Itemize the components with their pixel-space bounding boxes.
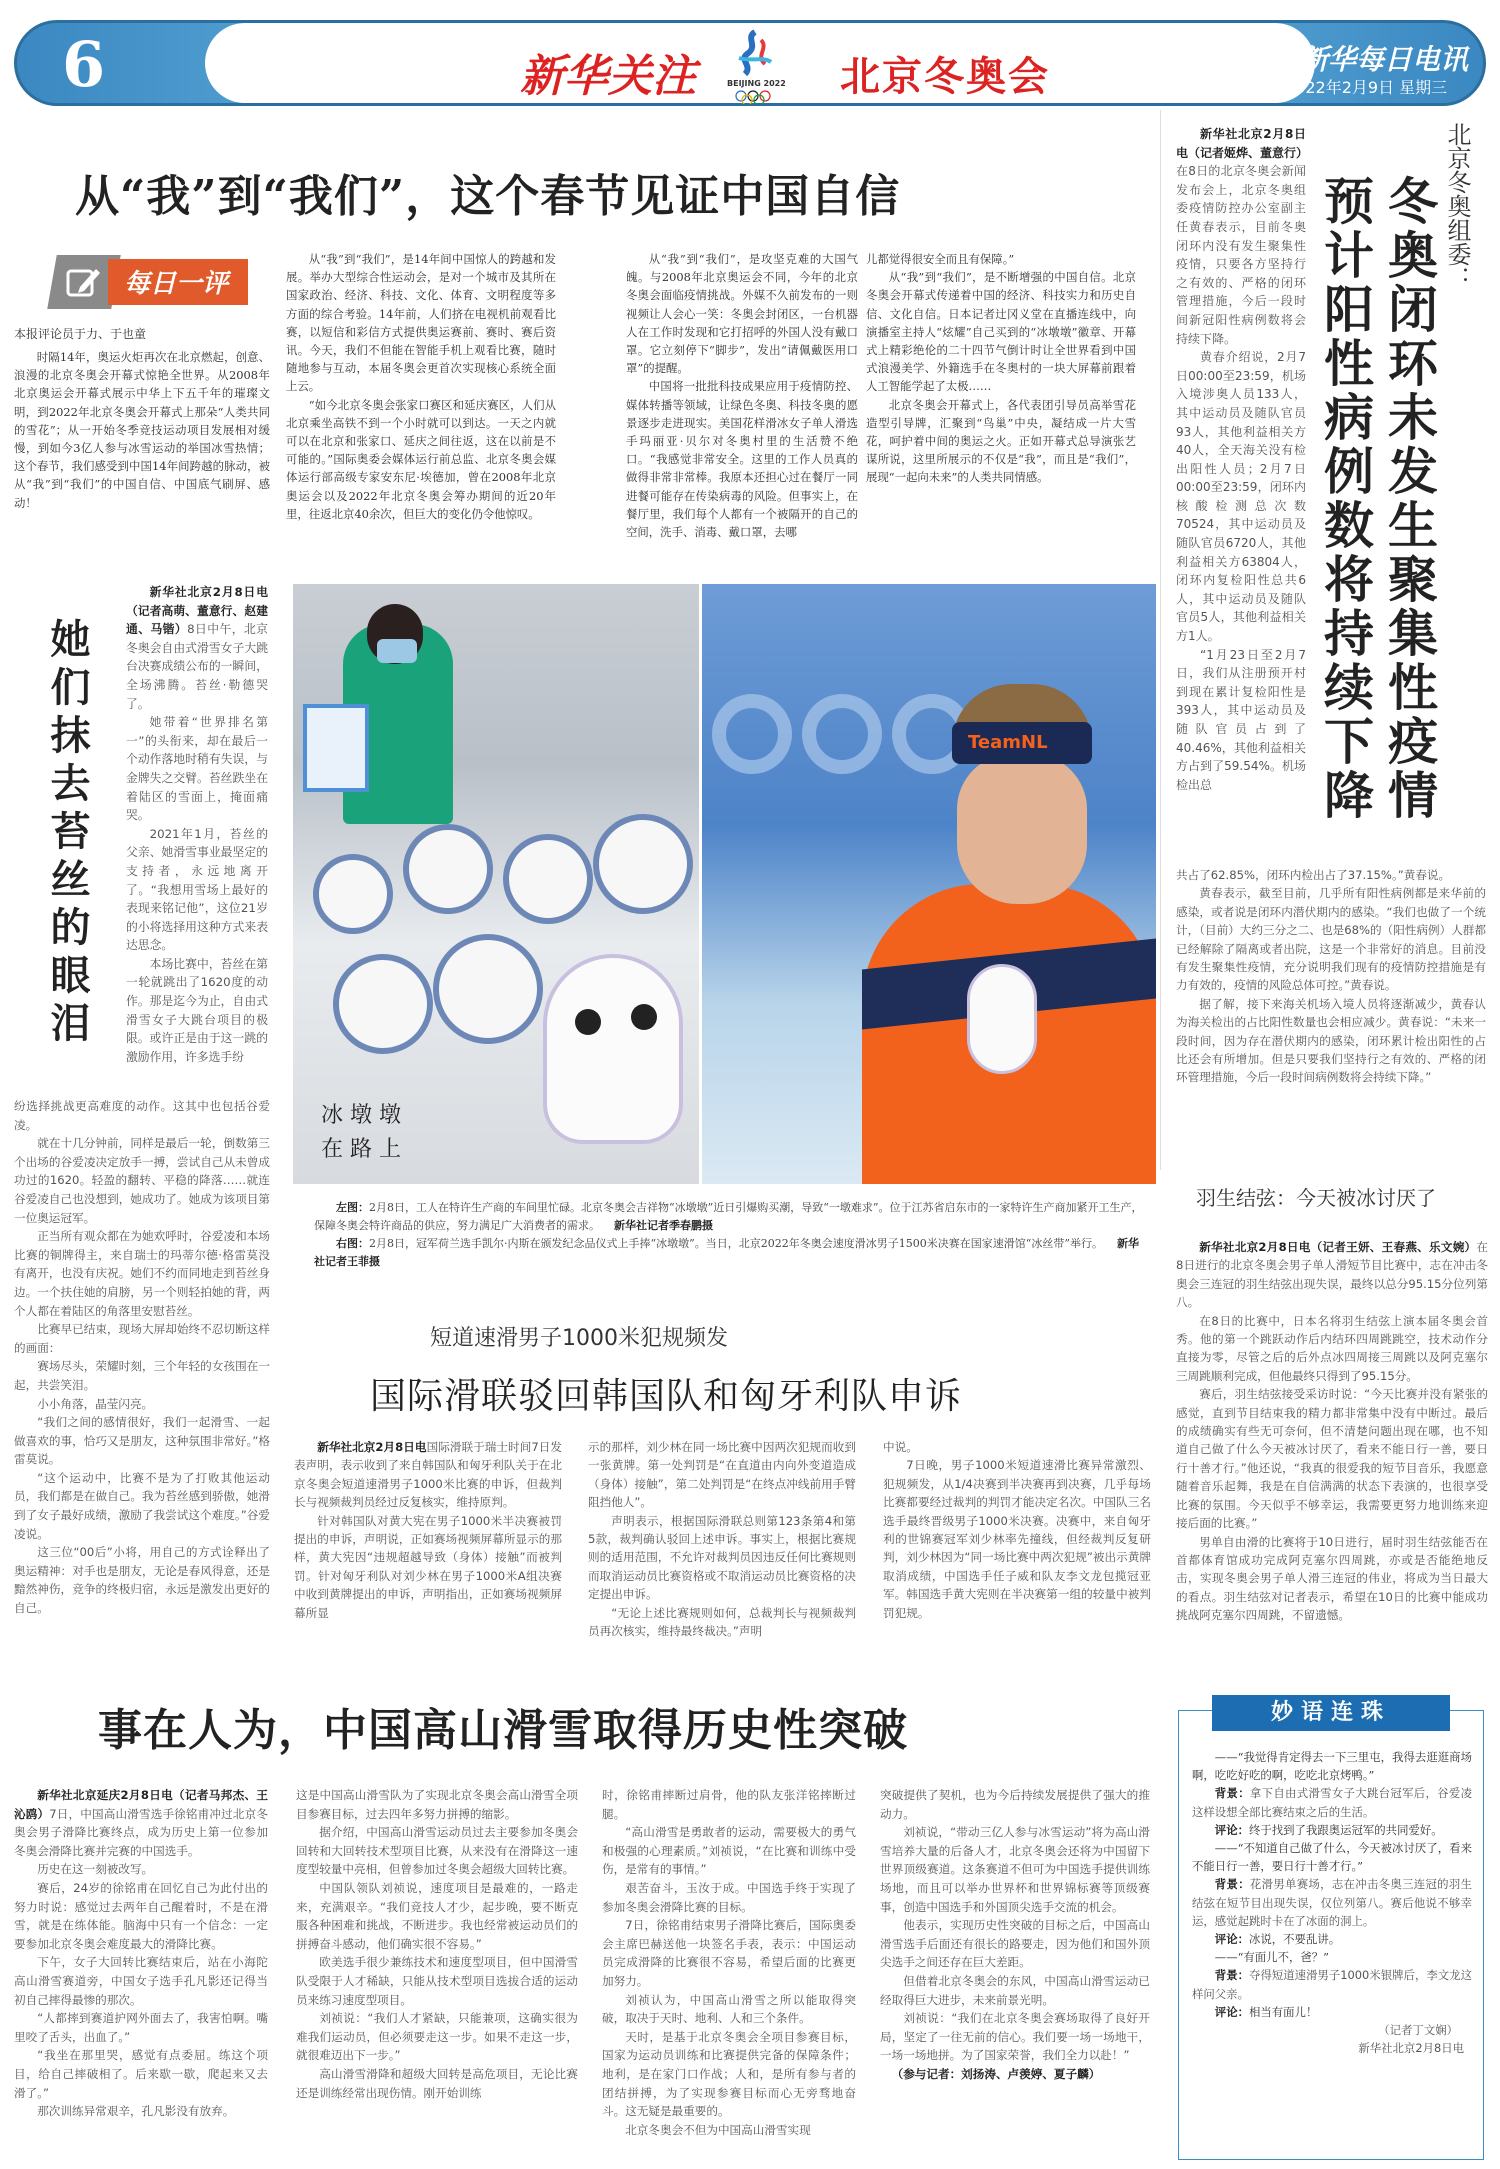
quotes-box-title: 妙语连珠 — [1212, 1695, 1450, 1731]
isu-col3: 中说。 7日晚，男子1000米短道速滑比赛异常激烈、犯规频发，从1/4决赛到半决赛再到决赛，几乎每场比赛都要经过裁判的判罚才能决定名次。中国队三名选手最终晋级男子1000米决赛。决赛中，来自匈牙利的世锦赛冠军刘少林率先撞线，但经裁判反复研判，刘少林因为“同一场比赛中两次犯规”被出示黄牌取消成绩，中国选手任子威和队友李文龙包揽冠亚军。韩国选手黄大宪则在半决赛第一组的较量中被判罚犯规。 — [883, 1440, 1151, 1620]
paper-name: 新华每日电讯 — [1300, 43, 1469, 76]
mascot-pile — [293, 814, 699, 1144]
quotes-body: ——“我觉得肯定得去一下三里屯，我得去逛逛商场啊，吃吃好吃的啊，吃吃北京烤鸭。” 背景：拿下自由式滑雪女子大跳台冠军后，谷爱凌这样设想全部比赛结束之后的生活。 评论：终于找到了我跟奥运冠军的共同爱好。 ——“不知道自己做了什么，今天被冰讨厌了，看来不能日行一善，要日行十善才行。” 背景：花滑男单赛场，志在冲击冬奥三连冠的羽生结弦在短节目出现失误，仅位列第八。赛后他说不够幸运，感觉起跳时卡在了冰面的洞上。 评论：冰说，不要乱讲。 ——“有面儿不，爸？” 背景：夺得短道速滑男子1000米银牌后，李文龙这样问父亲。 评论：相当有面儿！ （记者丁文娴） 新华社北京2月8日电 — [1192, 1750, 1472, 2056]
ski-col3: 时，徐铭甫摔断过肩骨，他的队友张洋铭摔断过腿。 “高山滑雪是勇敢者的运动，需要极大的勇气和极强的心理素质。”刘祯说，“在比赛和训练中受伤，是常有的事情。” 艰苦奋斗，玉汝于成。中国选手终于实现了参加冬奥会滑降比赛的目标。 7日，徐铭甫结束男子滑降比赛后，国际奥委会主席巴赫送他一块签名手表，表示：中国运动员完成滑降的比赛很不容易，希望后面的比赛更加努力。 刘祯认为，中国高山滑雪之所以能取得突破，取决于天时、地利、人和三个条件。 天时，是基于北京冬奥会全项目参赛目标，国家为运动员训练和比赛提供完备的保障条件；地利，是在家门口作战；人和，是所有参与者的团结拼搏，为了实现参赛目标而心无旁骛地奋斗。这无疑是最重要的。 北京冬奥会不但为中国高山滑雪实现 — [602, 1788, 856, 2137]
photo-bing-dwen-dwen-factory — [293, 584, 699, 1184]
issue-date: 2022年2月9日 星期三 — [1285, 78, 1448, 97]
headline-main: 从“我”到“我们”，这个春节见证中国自信 — [75, 171, 901, 222]
ski-col1: 新华社北京延庆2月8日电（记者马邦杰、王沁鸥）7日，中国高山滑雪选手徐铭甫冲过北京冬奥会男子滑降比赛终点，成为历史上第一位参加冬奥会滑降比赛并完赛的中国选手。 历史在这一刻被改写。 赛后，24岁的徐铭甫在回忆自己为此付出的努力时说：感觉过去两年自己醒着时，不是在滑雪，就是在练体能。脑海中只有一个信念：一定要参加北京冬奥会难度最大的滑降比赛。 下午，女子大回转比赛结束后，站在小海陀高山滑雪赛道旁，中国女子选手孔凡影还记得当初自己摔得最惨的那次。 “人都摔到赛道护网外面去了，我害怕啊。嘴里咬了舌头，出血了。” “我坐在那里哭，感觉有点委屈。练这个项目，给自己摔破相了。后来歇一歇，爬起来又去滑了。” 那次训练异常艰辛，孔凡影没有放弃。 — [14, 1788, 268, 2119]
mascot-held — [967, 964, 1037, 1074]
section-title: 北京冬奥会 — [840, 54, 1050, 100]
beijing-2022-logo-icon — [725, 28, 785, 104]
main-col4: 儿都觉得很安全而且有保障。” 从“我”到“我们”，是不断增强的中国自信。北京冬奥会开幕式传递着中国的经济、科技实力和历史自信、文化自信。日本记者辻冈义堂在直播连线中，向演播室主持人“炫耀”自己买到的“冰墩墩”徽章、开幕式上精彩绝伦的二十四节气倒计时让全世界看到中国式浪漫美学、外籍选手在冬奥村的一块大屏幕前跟着人工智能学起了太极…… 北京冬奥会开幕式上，各代表团引导员高举雪花造型引导牌，汇聚到“鸟巢”中央，凝结成一片大雪花，呵护着中间的奥运之火。正如开幕式总导演张艺谋所说，这里所展示的不仅是“我”，而且是“我们”，展现“一起向未来”的人类共同情感。 — [866, 252, 1136, 485]
pen-edit-icon — [66, 265, 102, 299]
byline: 本报评论员于力、于也童 — [14, 327, 147, 341]
boxed-mascot — [303, 704, 369, 792]
column-badge-label: 每日一评 — [124, 269, 229, 299]
covid-kicker: 北京冬奥组委： — [1443, 122, 1471, 290]
athlete-face — [957, 754, 1087, 904]
section-brand: 新华关注 — [520, 51, 696, 102]
ski-col4: 突破提供了契机，也为今后持续发展提供了强大的推动力。 刘祯说，“带动三亿人参与冰雪运动”将为高山滑雪培养大量的后备人才，北京冬奥会还将为中国留下世界顶级赛道。这条赛道不但可为中国选手提供训练场地，而且可以举办世界杯和世界锦标赛等顶级赛事，创造中国选手和外国顶尖选手交流的机会。 他表示，实现历史性突破的目标之后，中国高山滑雪选手后面还有很长的路要走，因为他们和国外顶尖选手之间还存在巨大差距。 但借着北京冬奥会的东风，中国高山滑雪运动已经取得巨大进步，未来前景光明。 刘祯说：“我们在北京冬奥会赛场取得了良好开局，坚定了一往无前的信心。我们要一场一场地干，一场一场地拼。为了国家荣誉，我们全力以赴！” （参与记者：刘扬涛、卢羡婷、夏子麟） — [880, 1788, 1150, 2081]
photo-kjeld-nuis-mascot — [702, 584, 1156, 1184]
isu-col2: 示的那样，刘少林在同一场比赛中因两次犯规而收到一张黄牌。第一处判罚是“在直道由内向外变道造成（身体）接触”，第二处判罚是“在终点冲线前用手臂阻挡他人”。 声明表示，根据国际滑联总则第123条第4和第5款，裁判确认驳回上述申诉。事实上，根据比赛规则的适用范围，不允许对裁判员因违反任何比赛规则而取消运动员比赛资格或不取消运动员比赛资格的决定提出申诉。 “无论上述比赛规则如何，总裁判长与视频裁判员再次核实，维持最终裁决。”声明 — [588, 1440, 856, 1639]
covid-headline-2: 预计阳性病例数将持续下降 — [1316, 175, 1375, 823]
ailing-narrow-col: 新华社北京2月8日电（记者高萌、董意行、赵建通、马锴）8日中午，北京冬奥会自由式滑雪女子大跳台决赛成绩公布的一瞬间，全场沸腾。苔丝·勒德哭了。 她带着“世界排名第一”的头衔来，却在最后一个动作落地时稍有失误，与金牌失之交臂。苔丝跌坐在着陆区的雪面上，掩面痛哭。 2021年1月，苔丝的父亲、她滑雪事业最坚定的支持者，永远地离开了。“我想用雪场上最好的表现来铭记他”，这位21岁的小将选择用这种方式来表达思念。 本场比赛中，苔丝在第一轮就跳出了1620度的动作。那是迄今为止，自由式滑雪女子大跳台项目的极限。或许正是由于这一跳的激励作用，许多选手纷 — [126, 585, 268, 1064]
isu-headline: 国际滑联驳回韩国队和匈牙利队申诉 — [370, 1376, 963, 1417]
page-number: 6 — [62, 28, 106, 101]
covid-headline-1: 冬奥闭环未发生聚集性疫情 — [1380, 175, 1439, 823]
covid-narrow-col: 新华社北京2月8日电（记者姬烨、董意行）在8日的北京冬奥会新闻发布会上，北京冬奥组委疫情防控办公室副主任黄春表示，目前冬奥闭环内没有发生聚集性疫情，只要各方坚持行之有效的、严格的闭环管理措施，今后一段时间新冠阳性病例数将会持续下降。 黄春介绍说，2月7日00:00至23:59，机场入境涉奥人员133人，其中运动员及随队官员93人，其他利益相关方40人，全天海关没有检出阳性人员；2月7日00:00至23:59，闭环内核酸检测总次数70524，其中运动员及随队官员6720人，其他利益相关方63804人，闭环内复检阳性总共6人，其中运动员及随队官员5人，其他利益相关方1人。 “1月23日至2月7日，我们从注册预开村到现在累计复检阳性是393人，其中运动员及随队官员占到了40.46%，其他利益相关方占到了59.54%。机场检出总 — [1176, 127, 1309, 792]
hanyu-body: 新华社北京2月8日电（记者王妍、王春燕、乐文婉）在8日进行的北京冬奥会男子单人滑短节目比赛中，志在冲击冬奥会三连冠的羽生结弦出现失误，最终以总分95.15分位列第八。 在8日的比赛中，日本名将羽生结弦上演本届冬奥会首秀。他的第一个跳跃动作后内结环四周跳跳空，技术动作分直接为零，尽管之后的后外点冰四周接三周跳以及阿克塞尔三周跳顺利完成，但他最终只得到了95.15分。 赛后，羽生结弦接受采访时说：“今天比赛并没有紧张的感觉，直到节目结束我的精力都非常集中没有中断过。最后的成绩确实有些无可奈何，但不清楚问题出现在哪，也不知道自己做了什么今天被冰讨厌了，看来不能日行一善，要日行十善才行。”他还说，“我真的很爱我的短节目音乐，我愿意随着音乐起舞，我是在自信满满的状态下表演的，也很享受比赛的氛围。今天似乎不够幸运，我需要更努力地训练来迎接后面的比赛。” 男单自由滑的比赛将于10日进行，届时羽生结弦能否在首都体育馆成功完成阿克塞尔四周跳，亦或是否能绝地反击，实现冬奥会男子单人滑三连冠的伟业，将成为当日最大的看点。羽生结弦对记者表示，希望在10日的比赛中能成功挑战阿克塞尔四周跳，不留遗憾。 — [1176, 1240, 1488, 1623]
ski-col2: 这是中国高山滑雪队为了实现北京冬奥会高山滑雪全项目参赛目标，过去四年多努力拼搏的缩影。 据介绍，中国高山滑雪运动员过去主要参加冬奥会回转和大回转技术型项目比赛，从来没有在滑降这一速度型较量中亮相，但曾参加过冬奥会超级大回转比赛。 中国队领队刘祯说，速度项目是最难的，一路走来，充满艰辛。“我们竞技人才少，起步晚，要不断克服各种困难和挑战，不断进步。我也经常被运动员们的拼搏奋斗感动，他们确实很不容易。” 欧美选手很少兼练技术和速度型项目，但中国滑雪队受限于人才稀缺，只能从技术型项目选拔合适的运动员来练习速度型项目。 刘祯说：“我们人才紧缺，只能兼项，这确实很为难我们运动员，但必须要走这一步。如果不走这一步，就很难迈出下一步。” 高山滑雪滑降和超级大回转是高危项目，无论比赛还是训练经常出现伤情。刚开始训练 — [296, 1788, 578, 2100]
photo-captions: 左图：2月8日，工人在特许生产商的车间里忙碌。北京冬奥会吉祥物“冰墩墩”近日引爆购买潮，导致“一墩难求”。位于江苏省启东市的一家特许生产商加紧开工生产，保障冬奥会特许商品的供应，努力满足广大消费者的需求。 新华社记者季春鹏摄 右图：2月8日，冠军荷兰选手凯尔·内斯在颁发纪念品仪式上手捧“冰墩墩”。当日，北京2022年冬奥会速度滑冰男子1500米决赛在国家速滑馆“冰丝带”举行。 新华社记者王菲摄 — [314, 1201, 1143, 1268]
main-col2: 从“我”到“我们”，是14年间中国惊人的跨越和发展。举办大型综合性运动会，是对一个城市及其所在国家政治、经济、科技、文化、体育、文明程度等多方面的综合考验。14年前，人们挤在电视机前观看比赛，以短信和彩信方式提供奥运赛前、赛时、赛后资讯。今天，我们不但能在智能手机上观看比赛，随时随地参与互动，本届冬奥会更首次实现核心系统全面上云。 “如今北京冬奥会张家口赛区和延庆赛区，人们从北京乘坐高铁不到一个小时就可以到达。一天之内就可以在北京和张家口、延庆之间往返，这在以前是不可能的。”国际奥委会媒体运行前总监、北京冬奥会媒体运行部高级专家安东尼·埃德加，曾在2008年北京奥运会以及2022年北京冬奥会筹办期间的近20年里，往返北京40余次，但巨大的变化仍令他惊叹。 — [286, 252, 556, 521]
ailing-wide-col: 纷选择挑战更高难度的动作。这其中也包括谷爱凌。 就在十几分钟前，同样是最后一轮，倒数第三个出场的谷爱凌决定放手一搏，尝试自己从未曾成功过的1620。轻盈的翻转、平稳的降落……就连谷爱凌自己也没想到，她成功了。她成为该项目第一位奥运冠军。 正当所有观众都在为她欢呼时，谷爱凌和本场比赛的铜牌得主，来自瑞士的玛蒂尔德·格雷莫没有离开，也没有庆祝。她们不约而同地走到苔丝身边。一个扶住她的肩膀，另一个则轻拍她的背，两个人都在着陆区的角落里安慰苔丝。 比赛早已结束，现场大屏却始终不忍切断这样的画面： 赛场尽头，荣耀时刻，三个年轻的女孩围在一起，共尝笑泪。 小小角落，晶莹闪亮。 “我们之间的感情很好，我们一起滑雪、一起做喜欢的事，恰巧又是朋友，这种氛围非常好。”格雷莫说。 “这个运动中，比赛不是为了打败其他运动员，我们都是在做自己。我为苔丝感到骄傲，她滑到了女子最好成绩，激励了我尝试这个难度。”谷爱凌说。 这三位“00后”小将，用自己的方式诠释出了奥运精神：对手也是朋友，无论是春风得意，还是黯然神伤，竞争的终极归宿，永远是激发出更好的自己。 — [14, 1099, 270, 1616]
isu-kicker: 短道速滑男子1000米犯规频发 — [430, 1326, 728, 1351]
hanyu-headline: 羽生结弦：今天被冰讨厌了 — [1196, 1186, 1436, 1210]
svg-text:BEIJING 2022: BEIJING 2022 — [727, 79, 785, 88]
teamnl-headband: TeamNL — [952, 722, 1092, 764]
photo-overlay-title: 冰 墩 墩 在 路 上 — [321, 1103, 401, 1162]
olympic-rings-bg — [712, 694, 972, 814]
covid-wide-col: 共占了62.85%，闭环内检出占了37.15%。”黄春说。 黄春表示，截至目前，几乎所有阳性病例都是来华前的感染，或者说是闭环内潜伏期内的感染。“我们也做了一个统计，（目前）大约三分之二、也是68%的（阳性病例）人群都已经解除了隔离或者出院，这是一个非常好的消息。目前没有发生聚集性疫情，充分说明我们现有的疫情防控措施是有力有效的，疫情的风险总体可控。”黄春说。 据了解，接下来海关机场入境人员将逐渐减少，黄春认为海关检出的占比阳性数量也会相应减少。黄春说：“未来一段时间，因为存在潜伏期内的感染，闭环累计检出阳性的占比还会有所增加。但是只要我们坚持行之有效的、严格的闭环管理措施，今后一段时间病例数将会持续下降。” — [1176, 868, 1486, 1085]
main-col3: 从“我”到“我们”，是攻坚克难的大国气魄。与2008年北京奥运会不同，今年的北京冬奥会面临疫情挑战。外媒不久前发布的一则视频让人会心一笑：冬奥会封闭区，一台机器人在工作时发现和它打招呼的外国人没有戴口罩。它立刻停下“脚步”，发出“请佩戴医用口罩”的提醒。 中国将一批批科技成果应用于疫情防控、媒体转播等领域，让绿色冬奥、科技冬奥的愿景逐步走进现实。美国花样滑冰女子单人滑选手玛丽亚·贝尔对冬奥村里的生活赞不绝口。“我感觉非常安全。这里的工作人员真的做得非常非常棒。我原本还担心过在餐厅一同进餐可能存在传染病毒的风险。但事实上，在餐厅里，我们每个人都有一个被隔开的自己的空间，洗手、消毒、戴口罩，去哪 — [626, 252, 858, 540]
column-rule — [1160, 110, 1161, 1170]
main-col1: 时隔14年，奥运火炬再次在北京燃起，创意、浪漫的北京冬奥会开幕式惊艳全世界。从2008年北京奥运会开幕式展示中华上下五千年的璀璨文明，到2022年北京冬奥会开幕式上那朵“人类共同的雪花”；从一开始冬季竞技运动项目发展相对缓慢，到如今3亿人参与冰雪运动的举国冰雪热情；这个春节，我们感受到中国14年间跨越的脉动，被从“我”到“我们”的中国自信、中国底气刷屏、感动！ — [14, 350, 270, 510]
ski-headline: 事在人为，中国高山滑雪取得历史性突破 — [98, 1705, 908, 1756]
ailing-headline: 她们抹去苔丝的眼泪 — [44, 618, 91, 1050]
column-badge — [52, 255, 248, 309]
isu-col1: 新华社北京2月8日电国际滑联于瑞士时间7日发表声明，表示收到了来自韩国队和匈牙利队关于在北京冬奥会短道速滑男子1000米比赛的申诉，但裁判长与视频裁判员经过反复核实，维持原判。 针对韩国队对黄大宪在男子1000米半决赛被罚提出的申诉，声明说，正如赛场视频屏幕所显示的那样，黄大宪因“违规超越导致（身体）接触”而被判罚。针对匈牙利队对刘少林在男子1000米A组决赛中收到黄牌提出的申诉，声明指出，正如赛场视频屏幕所显 — [294, 1440, 562, 1620]
